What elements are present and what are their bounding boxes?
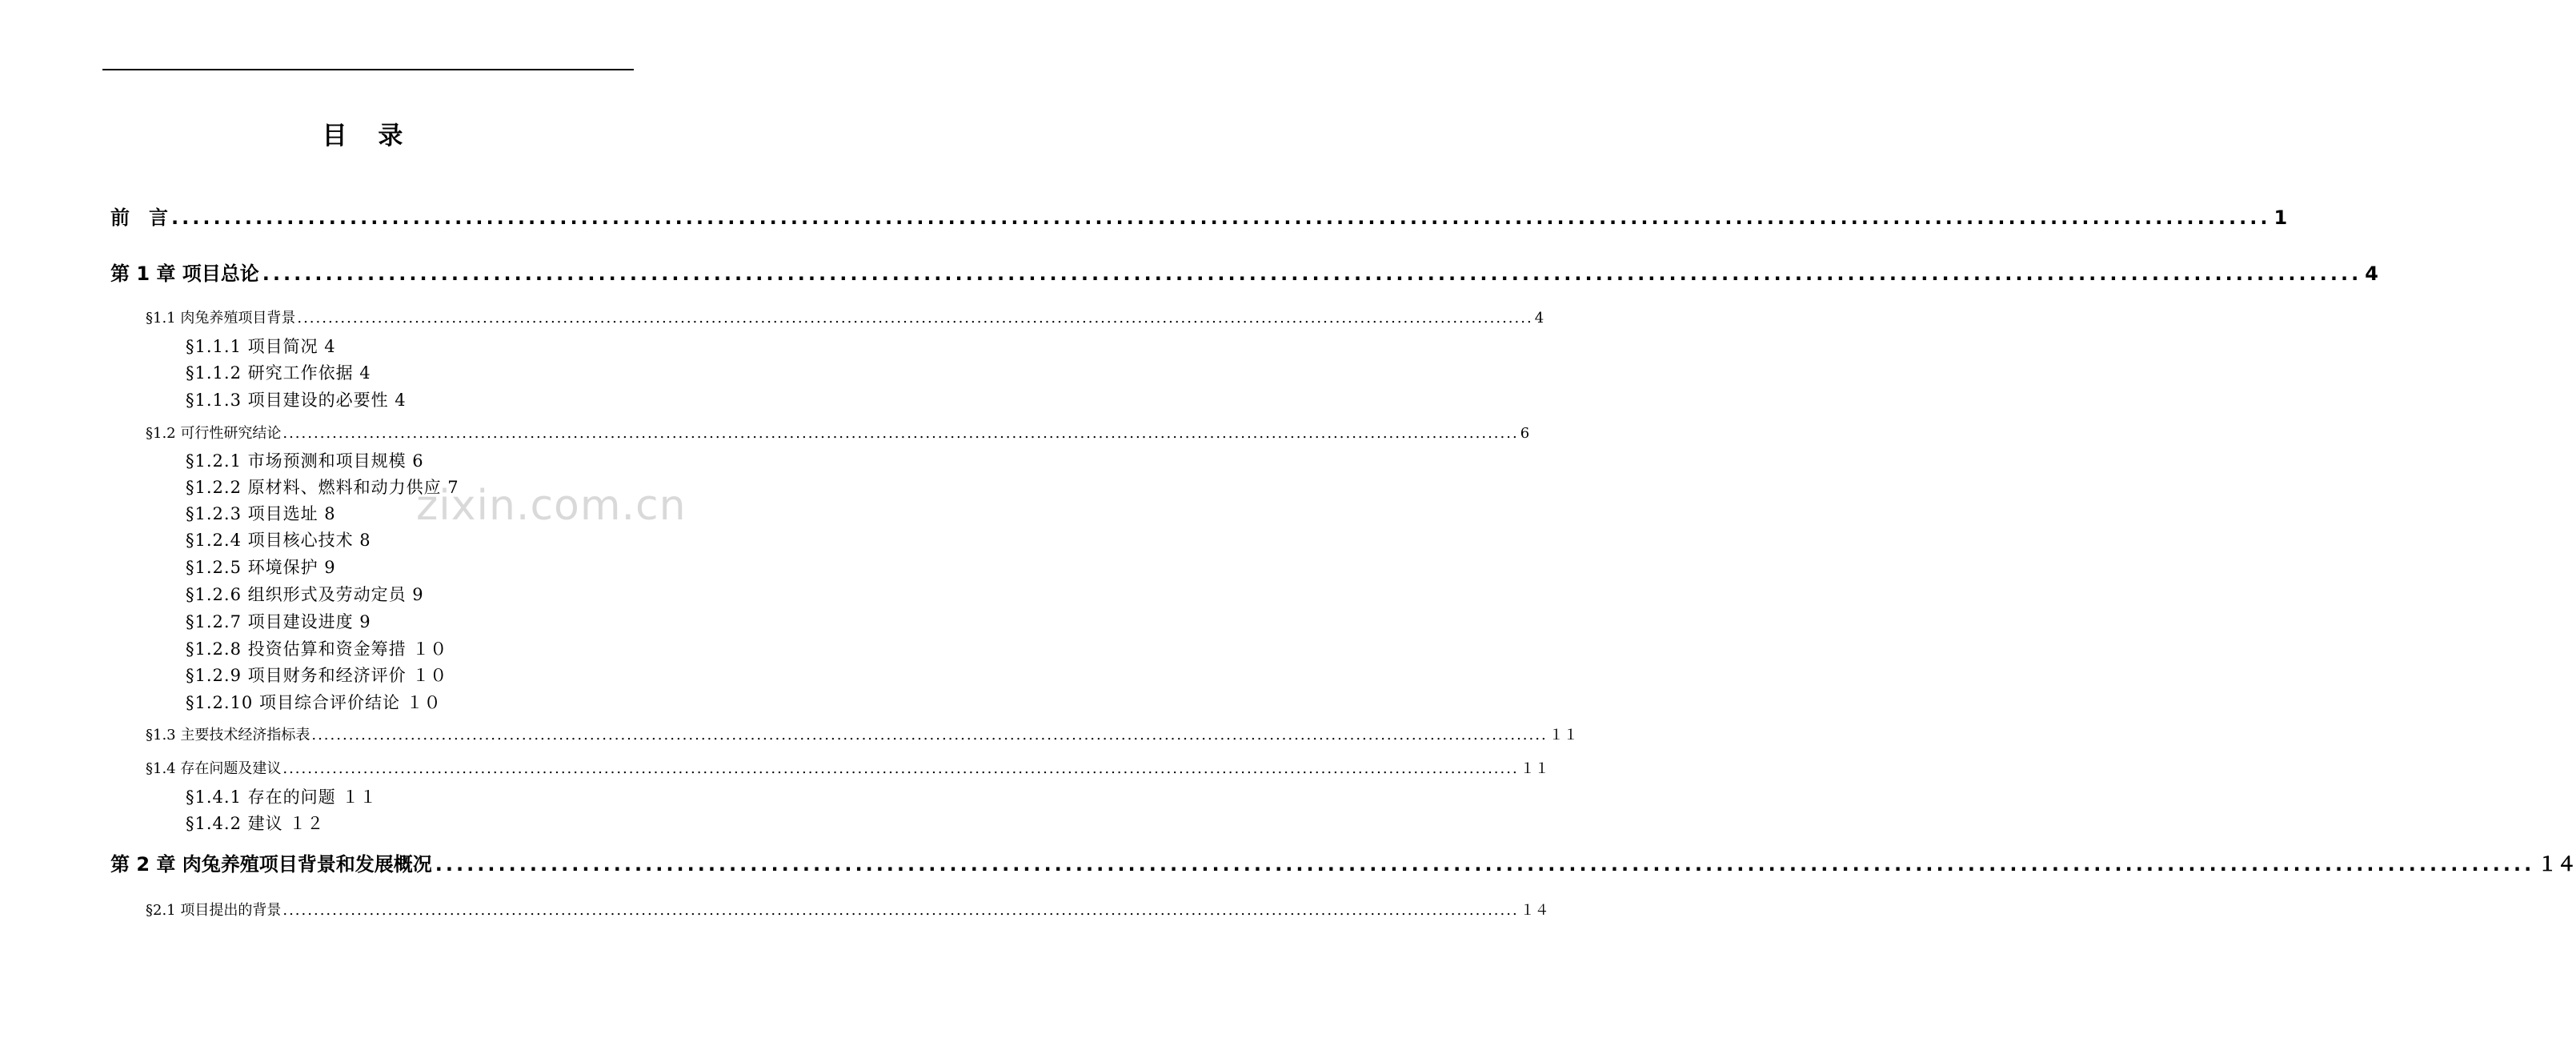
toc-entry-1-2-2[interactable]: §1.2.2 原材料、燃料和动力供应 7 <box>186 478 459 497</box>
dot-leader: ........................................................................................................................................................................................................ <box>297 310 1533 327</box>
toc-label: §2.1 项目提出的背景 <box>146 902 282 919</box>
toc-label: §1.1 肉兔养殖项目背景 <box>146 310 296 327</box>
toc-page-number: 1 <box>2274 206 2288 229</box>
toc-entry-1-1-2[interactable]: §1.1.2 研究工作依据 4 <box>186 363 371 383</box>
toc-entry-section-1-2[interactable] <box>146 422 1530 443</box>
toc-entry-1-4-2[interactable]: §1.4.2 建议 １２ <box>186 814 325 833</box>
toc-entry-1-2-3[interactable]: §1.2.3 项目选址 8 <box>186 504 336 523</box>
toc-page-number: １４ <box>2538 853 2576 876</box>
toc-label: §1.4 存在问题及建议 <box>146 760 282 777</box>
dot-leader: ........................................................................................................................................................................................................ <box>262 263 2362 285</box>
toc-entry-1-2-7[interactable]: §1.2.7 项目建设进度 9 <box>186 612 371 631</box>
page-title: 目 录 <box>322 122 415 150</box>
toc-label: §1.3 主要技术经济指标表 <box>146 727 310 743</box>
toc-page-number: 4 <box>2365 263 2378 285</box>
toc-entry-1-1-1[interactable]: §1.1.1 项目简况 4 <box>186 337 336 356</box>
dot-leader: ........................................................................................................................................................................................................ <box>282 902 1519 919</box>
toc-label: 前 言 <box>110 206 168 229</box>
dot-leader: ........................................................................................................................................................................................................ <box>282 760 1519 777</box>
toc-entry-1-2-5[interactable]: §1.2.5 环境保护 9 <box>186 558 336 577</box>
toc-entry-1-2-1[interactable]: §1.2.1 市场预测和项目规模 6 <box>186 451 424 471</box>
toc-page-number: 6 <box>1520 425 1530 442</box>
toc-entry-1-4-1[interactable]: §1.4.1 存在的问题 １１ <box>186 788 378 807</box>
dot-leader: ........................................................................................................................................................................................................ <box>282 425 1519 442</box>
toc-page-number: 4 <box>1534 310 1544 327</box>
dot-leader: ........................................................................................................................................................................................................ <box>171 206 2271 229</box>
toc-page-number: １１ <box>1548 727 1578 743</box>
header-rule <box>102 69 634 70</box>
toc-entry-1-1-3[interactable]: §1.1.3 项目建设的必要性 4 <box>186 391 407 410</box>
dot-leader: ........................................................................................................................................................................................................ <box>311 727 1548 743</box>
toc-label: 第 2 章 肉兔养殖项目背景和发展概况 <box>110 853 432 876</box>
toc-entry-preface[interactable] <box>110 202 2288 230</box>
toc-entry-section-1-1[interactable] <box>146 307 1544 327</box>
toc-entry-section-2-1[interactable] <box>146 899 1549 920</box>
toc-entry-section-1-3[interactable] <box>146 723 1578 744</box>
toc-entry-chapter-1[interactable] <box>110 258 2378 286</box>
toc-entry-1-2-4[interactable]: §1.2.4 项目核心技术 8 <box>186 531 371 550</box>
toc-page-number: １４ <box>1520 902 1549 919</box>
watermark-text: zixin.com.cn <box>416 482 687 530</box>
toc-entry-1-2-6[interactable]: §1.2.6 组织形式及劳动定员 9 <box>186 585 424 604</box>
toc-page-number: １１ <box>1520 760 1549 777</box>
dot-leader: ........................................................................................................................................................................................................ <box>435 853 2535 876</box>
toc-label: 第 1 章 项目总论 <box>110 263 259 285</box>
toc-entry-1-2-9[interactable]: §1.2.9 项目财务和经济评价 １０ <box>186 666 448 685</box>
toc-entry-chapter-2[interactable] <box>110 848 2576 876</box>
toc-entry-1-2-8[interactable]: §1.2.8 投资估算和资金筹措 １０ <box>186 639 448 659</box>
toc-entry-section-1-4[interactable] <box>146 757 1549 778</box>
toc-entry-1-2-10[interactable]: §1.2.10 项目综合评价结论 １０ <box>186 693 442 712</box>
toc-label: §1.2 可行性研究结论 <box>146 425 282 442</box>
